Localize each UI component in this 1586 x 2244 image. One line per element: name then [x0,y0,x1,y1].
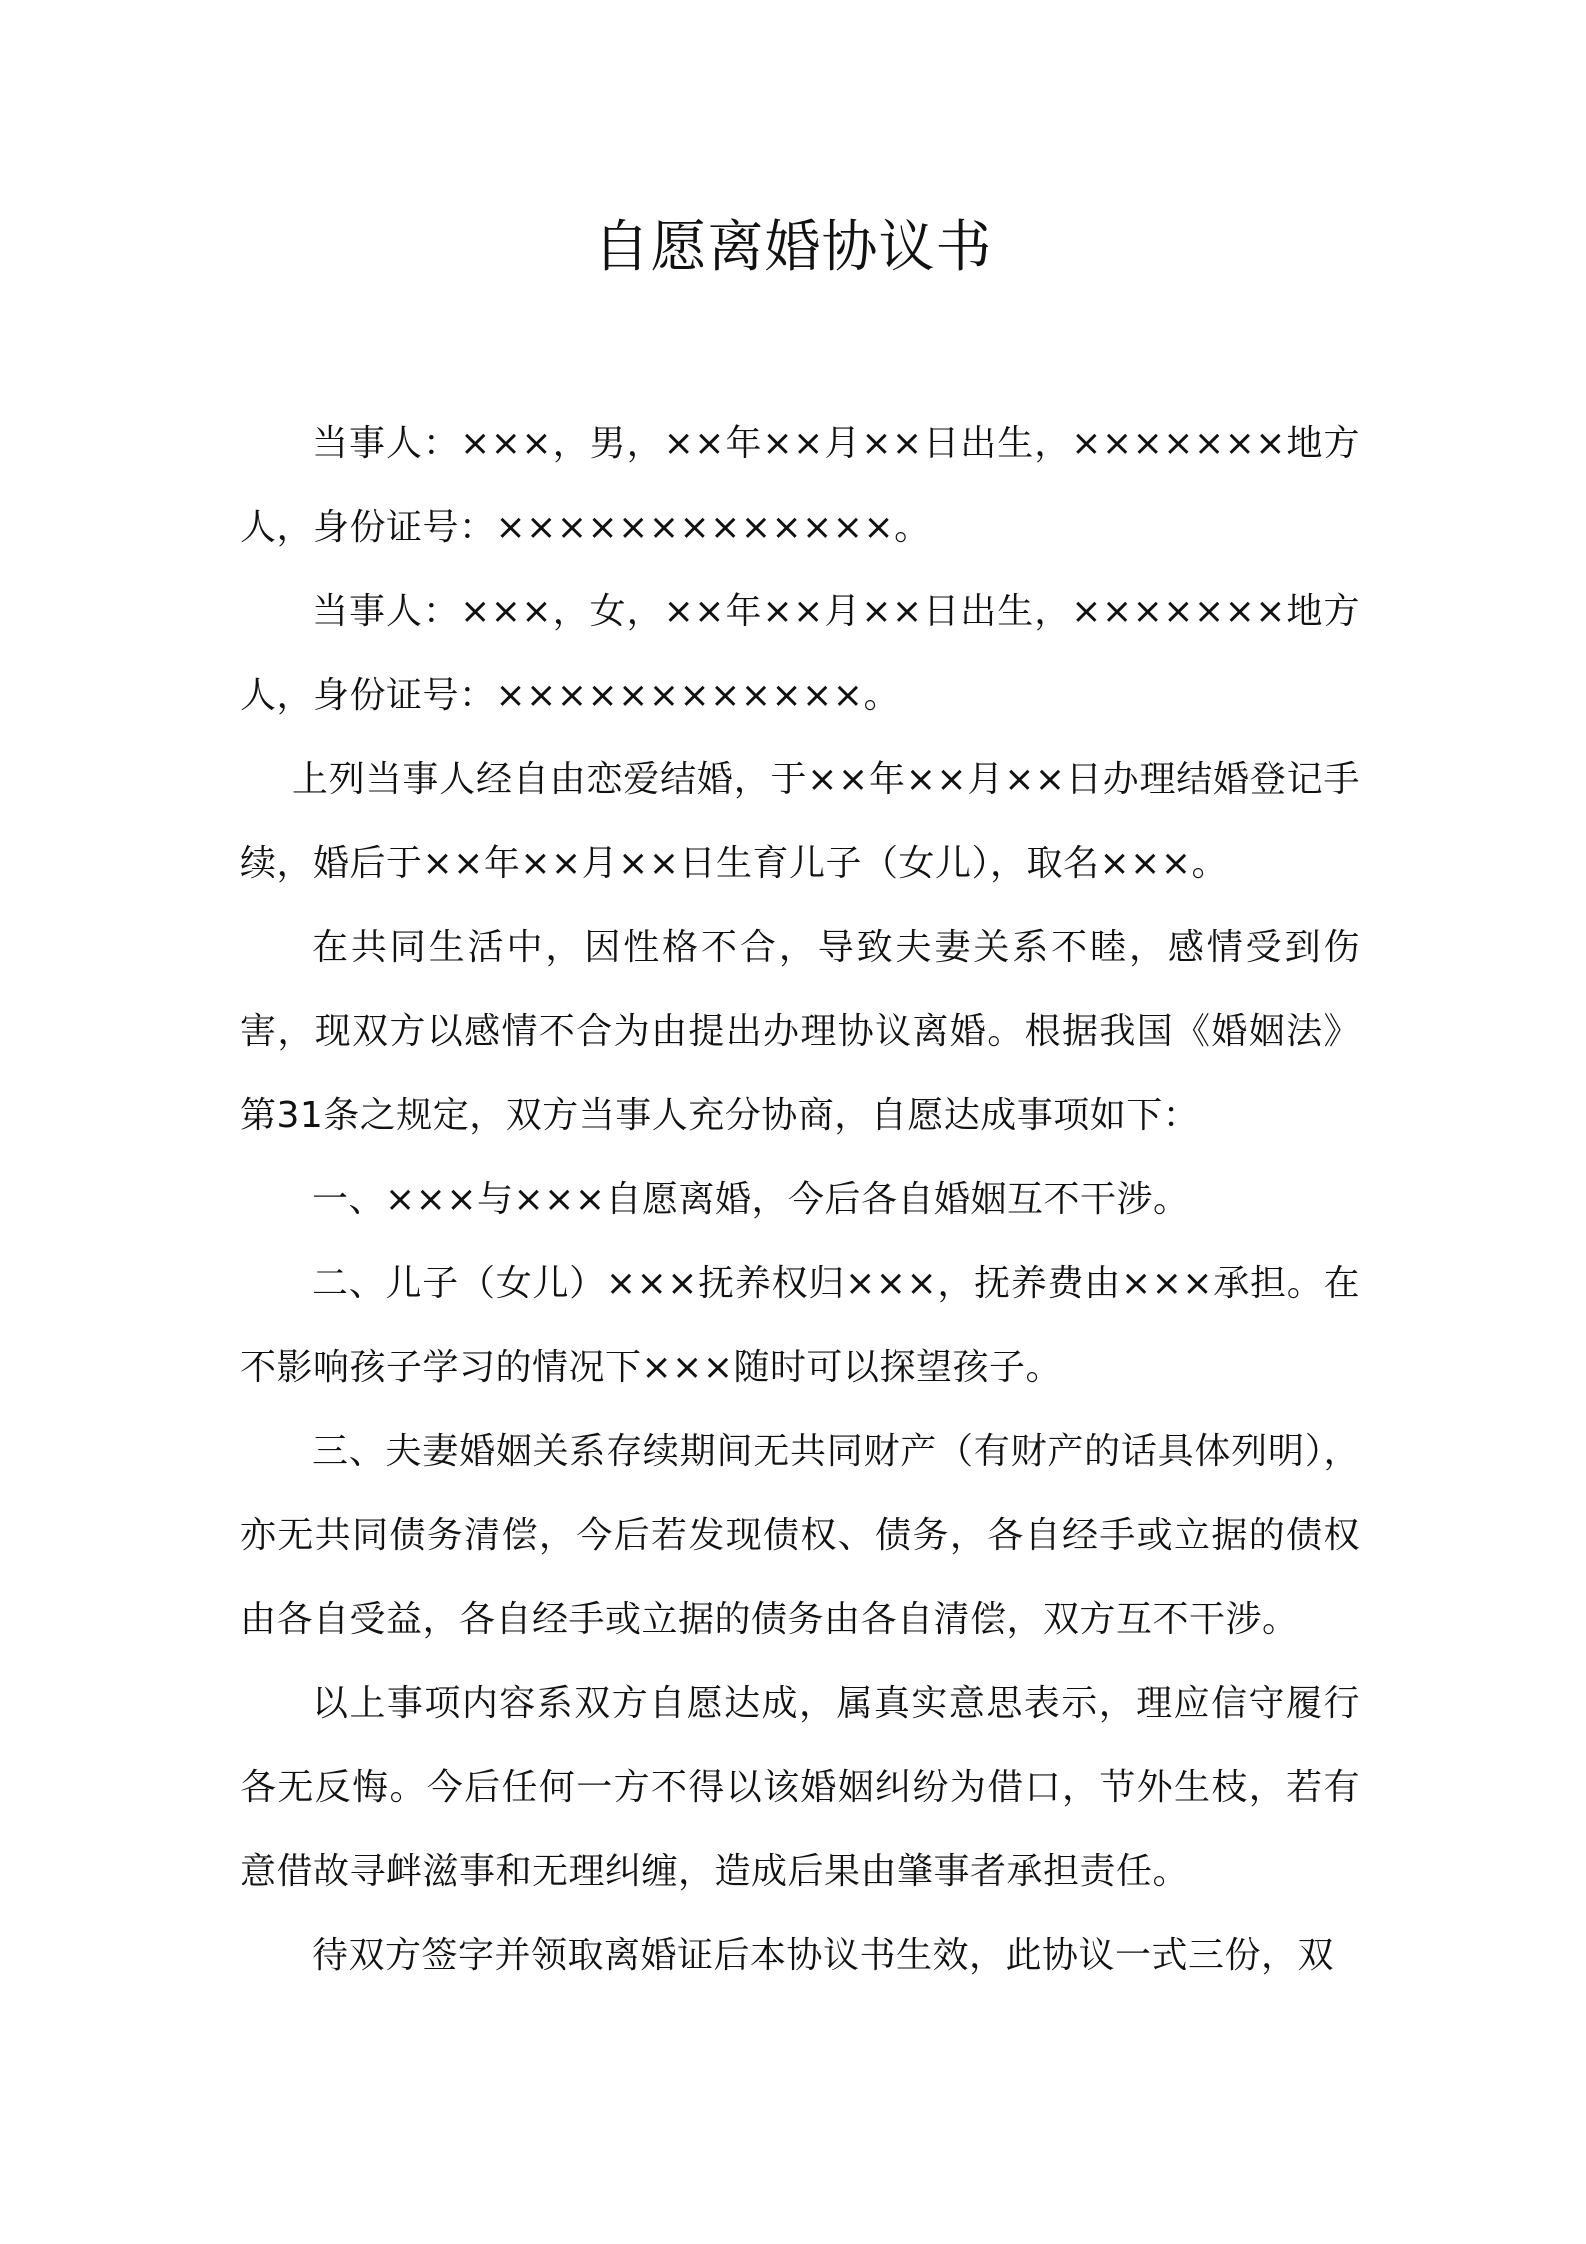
clause-3-paragraph: 三、夫妻婚姻关系存续期间无共同财产（有财产的话具体列明），亦无共同债务清偿，今后若发现债权、债务，各自经手或立据的债权由各自受益，各自经手或立据的债务由各自清偿，双方互不干涉。 [240,1431,1360,1640]
document-body [240,402,1360,1998]
effectiveness-paragraph: 待双方签字并领取离婚证后本协议书生效，此协议一式三份，双 [312,1935,1335,1976]
party-female-paragraph: 当事人：×××，女，××年××月××日出生，×××××××地方人，身份证号：××××××××××××。 [240,591,1360,716]
marriage-history-paragraph: 上列当事人经自由恋爱结婚，于××年××月××日办理结婚登记手续，婚后于××年××月××日生育儿子（女儿），取名×××。 [240,759,1360,884]
clause-2-paragraph: 二、儿子（女儿）×××抚养权归×××，抚养费由×××承担。在不影响孩子学习的情况下×××随时可以探望孩子。 [240,1263,1360,1388]
clause-1-paragraph: 一、×××与×××自愿离婚，今后各自婚姻互不干涉。 [312,1179,1190,1220]
party-male-paragraph: 当事人：×××，男，××年××月××日出生，×××××××地方人，身份证号：×××××××××××××。 [240,423,1360,548]
divorce-reason-paragraph: 在共同生活中，因性格不合，导致夫妻关系不睦，感情受到伤害，现双方以感情不合为由提出办理协议离婚。根据我国《婚姻法》第31条之规定，双方当事人充分协商，自愿达成事项如下： [240,927,1360,1136]
document-title: 自愿离婚协议书 [593,215,993,280]
commitment-paragraph: 以上事项内容系双方自愿达成，属真实意思表示，理应信守履行各无反悔。今后任何一方不得以该婚姻纠纷为借口，节外生枝，若有意借故寻衅滋事和无理纠缠，造成后果由肇事者承担责任。 [240,1683,1360,1892]
